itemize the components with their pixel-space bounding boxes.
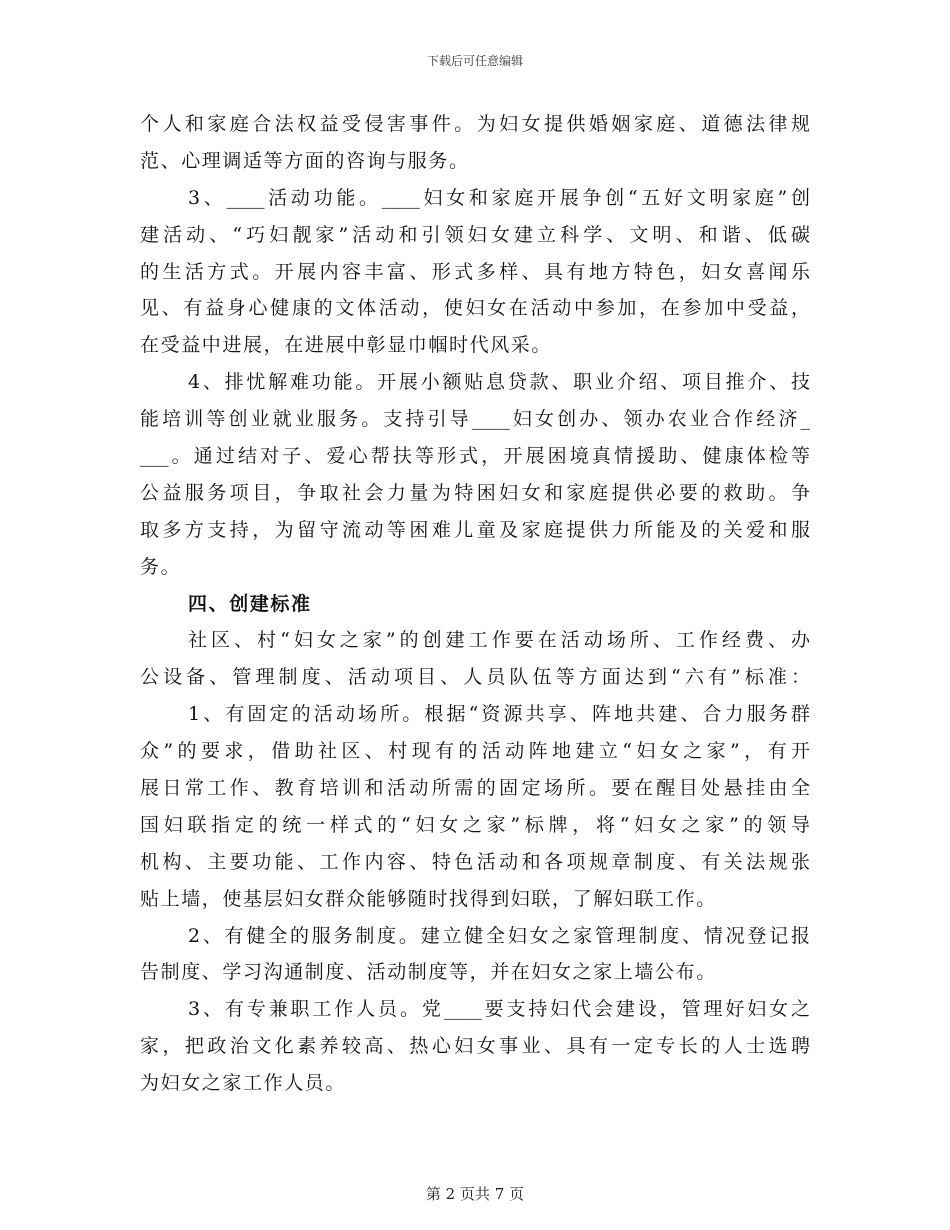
section-heading: 四、创建标准 — [188, 592, 312, 615]
text-line: 3、有专兼职工作人员。党____要支持妇代会建设，管理好妇女之 — [188, 998, 810, 1021]
text-line: 贴上墙，使基层妇女群众能够随时找得到妇联，了解妇联工作。 — [140, 887, 717, 910]
body-text — [140, 106, 810, 1102]
text-line: 在受益中进展，在进展中彰显巾帼时代风采。 — [140, 334, 553, 357]
text-line: 建活动、“巧妇靓家”活动和引领妇女建立科学、文明、和谐、低碳 — [140, 223, 810, 246]
text-line: 公益服务项目，争取社会力量为特困妇女和家庭提供必要的救助。争 — [140, 481, 810, 504]
text-line: 个人和家庭合法权益受侵害事件。为妇女提供婚姻家庭、道德法律规 — [140, 113, 810, 135]
text-line: 范、心理调适等方面的咨询与服务。 — [140, 149, 470, 172]
text-line: 2、有健全的服务制度。建立健全妇女之家管理制度、情况登记报 — [188, 924, 810, 947]
page-footer: 第 2 页共 7 页 — [425, 1185, 525, 1203]
text-line: 众”的要求，借助社区、村现有的活动阵地建立“妇女之家”，有开 — [140, 740, 810, 763]
text-line: 取多方支持，为留守流动等困难儿童及家庭提供力所能及的关爱和服 — [140, 518, 810, 541]
text-line: 展日常工作、教育培训和活动所需的固定场所。要在醒目处悬挂由全 — [140, 777, 810, 800]
text-line: 务。 — [140, 555, 182, 578]
text-line: 的生活方式。开展内容丰富、形式多样、具有地方特色，妇女喜闻乐 — [140, 260, 810, 283]
text-line: 机构、主要功能、工作内容、特色活动和各项规章制度、有关法规张 — [140, 850, 810, 873]
text-line: 为妇女之家工作人员。 — [140, 1072, 347, 1095]
text-line: 1、有固定的活动场所。根据“资源共享、阵地共建、合力服务群 — [188, 703, 810, 726]
text-line: 家，把政治文化素养较高、热心妇女事业、具有一定专长的人士选聘 — [140, 1035, 810, 1058]
text-line: 公设备、管理制度、活动项目、人员队伍等方面达到“六有”标准： — [140, 666, 810, 689]
text-line: 4、排忧解难功能。开展小额贴息贷款、职业介绍、项目推介、技 — [188, 371, 810, 394]
page-header: 下载后可任意编辑 — [426, 54, 523, 68]
text-line: ___。通过结对子、爱心帮扶等形式，开展困境真情援助、健康体检等 — [140, 445, 810, 468]
text-line: 社区、村“妇女之家”的创建工作要在活动场所、工作经费、办 — [188, 629, 810, 652]
text-line: 国妇联指定的统一样式的“妇女之家”标牌，将“妇女之家”的领导 — [140, 813, 810, 836]
text-line: 能培训等创业就业服务。支持引导____妇女创办、领办农业合作经济_ — [140, 408, 810, 431]
text-line: 3、____活动功能。____妇女和家庭开展争创“五好文明家庭”创 — [188, 186, 810, 209]
text-line: 告制度、学习沟通制度、活动制度等，并在妇女之家上墙公布。 — [140, 961, 717, 984]
text-line: 见、有益身心健康的文体活动，使妇女在活动中参加，在参加中受益， — [140, 297, 810, 320]
